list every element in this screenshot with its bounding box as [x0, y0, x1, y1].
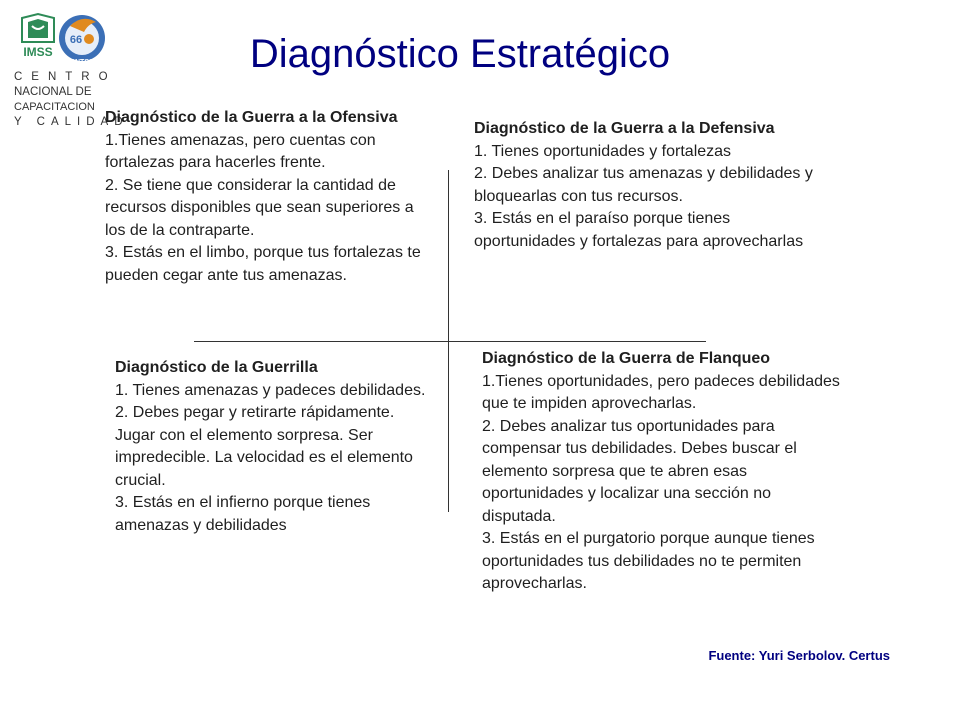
page-title: Diagnóstico Estratégico	[249, 32, 671, 76]
quadrant-title: Diagnóstico de la Guerra a la Ofensiva	[105, 109, 398, 126]
quadrant-item: 2. Debes pegar y retirarte rápidamente. Jugar con el elemento sorpresa. Ser impredecible. La velocidad es el elemento crucial.	[115, 404, 413, 489]
quadrant-defensive	[474, 118, 834, 253]
quadrant-item: 1. Tienes amenazas y padeces debilidades.	[115, 381, 426, 399]
svg-text:IMSS: IMSS	[23, 45, 53, 59]
quadrant-item: 1.Tienes amenazas, pero cuentas con fortalezas para hacerles frente.	[105, 131, 376, 171]
logo-line-3: CAPACITACION	[14, 101, 95, 113]
quadrant-title: Diagnóstico de la Guerra de Flanqueo	[482, 350, 771, 367]
quadrant-guerrilla	[115, 357, 435, 537]
logo-line-2: NACIONAL DE	[14, 86, 92, 98]
quadrant-item: 3. Estás en el limbo, porque tus fortalezas te pueden cegar ante tus amenazas.	[105, 244, 421, 284]
quadrant-offensive	[105, 107, 435, 287]
quadrant-title: Diagnóstico de la Guerra a la Defensiva	[474, 120, 775, 137]
svg-text:66: 66	[69, 34, 83, 46]
quadrant-item: 3. Estás en el purgatorio porque aunque tienes oportunidades tus debilidades no te permiten aprovecharlas.	[482, 530, 815, 592]
quadrant-item: 2. Debes analizar tus amenazas y debilidades y bloquearlas con tus recursos.	[474, 165, 813, 205]
svg-text:SNTSS: SNTSS	[70, 59, 94, 66]
quadrant-item: 3. Estás en el infierno porque tienes amenazas y debilidades	[115, 494, 371, 534]
quadrant-title: Diagnóstico de la Guerrilla	[115, 359, 318, 376]
source-citation: Fuente: Yuri Serbolov. Certus	[708, 648, 890, 663]
quadrant-item: 3. Estás en el paraíso porque tienes oportunidades y fortalezas para aprovecharlas	[474, 210, 804, 250]
logo-line-1: CENTRO	[14, 71, 117, 83]
quadrant-item: 1. Tienes oportunidades y fortalezas	[474, 142, 732, 160]
quadrant-item: 2. Debes analizar tus oportunidades para compensar tus debilidades. Debes buscar el elemento sorpresa que te abren esas oportunidades y localizar una sección no disputada.	[482, 417, 797, 525]
quadrant-item: 1.Tienes oportunidades, pero padeces debilidades que te impiden aprovecharlas.	[482, 372, 840, 412]
logo-line-4: Y CALIDAD	[14, 116, 129, 128]
quadrant-flank	[482, 348, 847, 596]
horizontal-axis	[194, 341, 706, 342]
quadrant-item: 2. Se tiene que considerar la cantidad de recursos disponibles que sean superiores a los de la contraparte.	[105, 176, 414, 239]
